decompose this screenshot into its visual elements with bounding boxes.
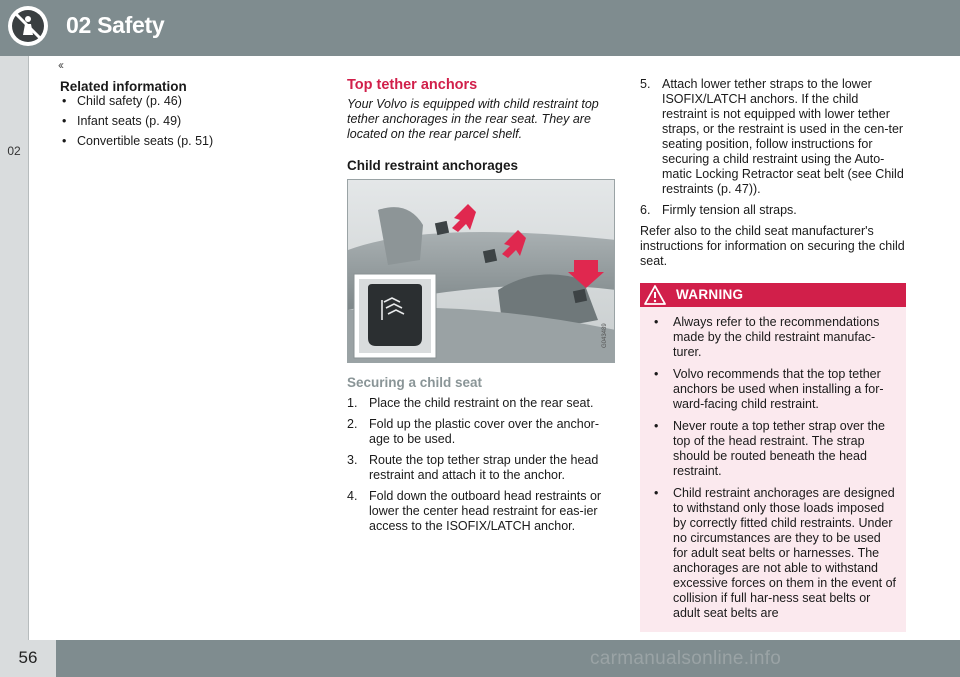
step-item	[347, 417, 615, 447]
step-item	[347, 396, 615, 411]
header-icon-box	[0, 0, 56, 56]
related-list	[60, 94, 320, 149]
warning-box	[640, 283, 906, 632]
related-link[interactable]: • Infant seats (p. 49)	[60, 114, 320, 129]
step-number: 1.	[347, 396, 358, 410]
step-item	[640, 77, 906, 197]
step-text: Fold down the outboard head restraints or lower the center head restraint for eas-ier access to the ISOFIX/LATCH anchor.	[369, 489, 602, 533]
anchorages-heading: Child restraint anchorages	[347, 158, 519, 173]
back-link[interactable]: ‹‹	[58, 58, 62, 72]
warning-icon	[644, 285, 666, 305]
related-link[interactable]: • Child safety (p. 46)	[60, 94, 320, 109]
step-number: 6.	[640, 203, 651, 217]
securing-continued	[640, 77, 906, 632]
watermark: carmanualsonline.info	[590, 648, 782, 669]
step-number: 2.	[347, 417, 358, 431]
warning-header	[640, 283, 906, 307]
step-text: Firmly tension all straps.	[662, 203, 797, 217]
related-link[interactable]: • Convertible seats (p. 51)	[60, 134, 320, 149]
step-text: Route the top tether strap under the head restraint and attach it to the anchor.	[369, 453, 599, 482]
anchorages-illustration	[347, 179, 615, 363]
page-number: 56	[18, 648, 38, 667]
step-text: Place the child restraint on the rear seat.	[369, 396, 594, 410]
step-text: Fold up the plastic cover over the anchor-age to be used.	[369, 417, 599, 446]
step-number: 3.	[347, 453, 358, 467]
step-item	[640, 203, 906, 218]
page-title: 02 Safety	[66, 12, 165, 38]
step-item	[347, 489, 615, 534]
related-heading: Related information	[60, 79, 187, 94]
airbag-off-badge-icon	[6, 4, 50, 48]
chapter-number: 02	[7, 144, 21, 158]
warning-list	[640, 307, 906, 621]
top-tether-section	[347, 77, 615, 540]
securing-heading: Securing a child seat	[347, 375, 483, 390]
side-divider	[28, 56, 29, 640]
step-number: 5.	[640, 77, 651, 91]
step-number: 4.	[347, 489, 358, 503]
section-intro: Your Volvo is equipped with child restraint top tether anchorages in the rear seat. They are located on the rear parcel shelf.	[347, 97, 599, 141]
rear-shelf-drawing	[348, 180, 615, 363]
page-footer	[0, 640, 960, 677]
chapter-tab[interactable]	[0, 116, 28, 208]
securing-steps-continued	[640, 77, 906, 218]
manufacturer-note: Refer also to the child seat manufacturer's instructions for information on securing the child seat.	[640, 224, 905, 268]
securing-steps	[347, 396, 615, 534]
section-heading: Top tether anchors	[347, 77, 478, 93]
step-item	[347, 453, 615, 483]
warning-label: WARNING	[676, 287, 744, 302]
warning-item: • Always refer to the recommendations made by the child restraint manufac-turer.	[652, 315, 898, 360]
figure-code: G043489	[602, 323, 608, 348]
related-information	[60, 77, 320, 154]
warning-item: • Volvo recommends that the top tether anchors be used when installing a for-ward-facing child restraint.	[652, 367, 898, 412]
warning-item: • Never route a top tether strap over the top of the head restraint. The strap should be routed beneath the head restraint.	[652, 419, 898, 479]
step-text: Attach lower tether straps to the lower ISOFIX/LATCH anchors. If the child restraint is not equipped with lower tether straps, or the restraint is used in the cen-ter seating position, follow instructions for securing a child restraint using the Auto-matic Locking Retractor seat belt (see Child restraints (p. 47)).	[662, 77, 904, 196]
warning-item: • Child restraint anchorages are designed to withstand only those loads imposed by correctly fitted child restraints. Under no circumstances are they to be used for adult seat belts or harnesses. The anchorages are not able to withstand excessive forces on them in the event of collision if full har-ness seat belts or adult seat belts are	[652, 486, 898, 621]
